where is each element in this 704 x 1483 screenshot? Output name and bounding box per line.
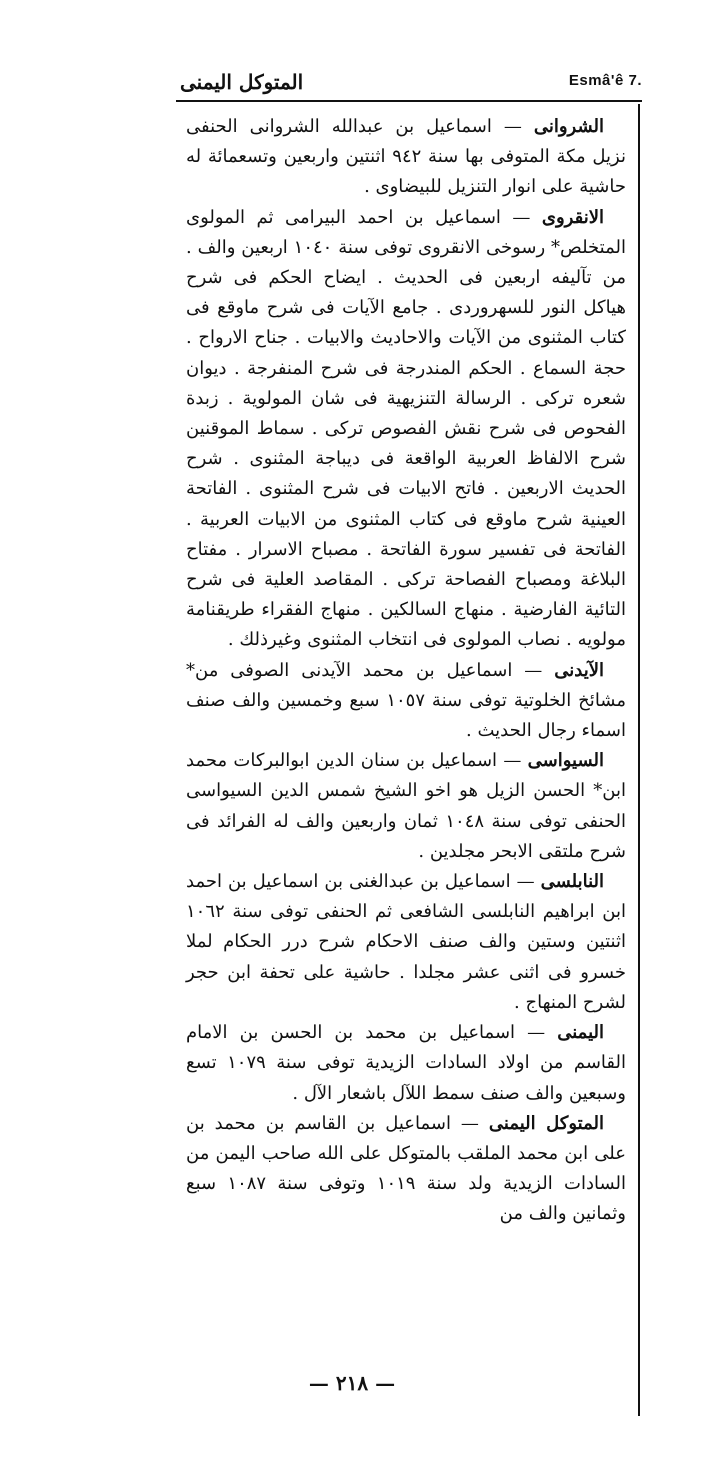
entry-text: — اسماعيل بن محمد الآيدنى الصوفى من* مشائخ الخلوتية توفى سنة ١٠٥٧ سبع وخمسين والف صنف اسماء رجال الحديث . — [186, 659, 626, 742]
entry-lemma: المتوكل اليمنى — [488, 1112, 604, 1134]
entry-lemma: النابلسى — [540, 871, 604, 893]
entry-aydini — [186, 656, 626, 747]
entry-nabulusi — [186, 867, 626, 1018]
entry-text: — اسماعيل بن القاسم بن محمد بن على ابن محمد الملقب بالمتوكل على الله صاحب اليمن من السادات الزيدية ولد سنة ١٠١٩ وتوفى سنة ١٠٨٧ سبع وثمانين والف من — [186, 1112, 626, 1225]
entries-column — [186, 112, 626, 1230]
entry-yamani — [186, 1018, 626, 1109]
header-rule — [176, 100, 642, 102]
running-header — [176, 66, 642, 100]
running-head-title: المتوكل اليمنى — [180, 70, 304, 94]
entry-lemma: الانقروى — [541, 206, 604, 228]
entry-lemma: الشروانى — [533, 116, 604, 137]
entry-anqarawi — [186, 203, 626, 656]
entry-text: — اسماعيل بن عبدالغنى بن اسماعيل بن احمد ابن ابراهيم النابلسى الشافعى ثم الحنفى توفى سنة ١٠٦٢ اثنتين وستين والف صنف الاحكام شرح درر الحكام لملا خسرو فى اثنى عشر مجلدا . حاشية على تحفة ابن حجر لشرح المنهاج . — [186, 871, 626, 1013]
entry-shirwani — [186, 112, 626, 203]
page-number: — ٢١٨ — — [308, 1371, 396, 1395]
running-head-code: Esmâ'ê 7. — [568, 72, 642, 89]
entry-lemma: الآيدنى — [554, 659, 604, 681]
entry-text: — اسماعيل بن محمد بن الحسن بن الامام القاسم من اولاد السادات الزيدية توفى سنة ١٠٧٩ تسع وسبعين والف صنف سمط اللآل باشعار الآل . — [186, 1022, 626, 1104]
entry-siwasi — [186, 746, 626, 867]
margin-rule — [638, 104, 640, 1416]
entry-text: — اسماعيل بن احمد البيرامى ثم المولوى المتخلص* رسوخى الانقروى توفى سنة ١٠٤٠ اربعين والف . من تآليفه اربعين فى الحديث . ايضاح الحكم فى شرح هياكل النور للسهروردى . جامع الآيات فى شرح ماوقع فى كتاب المثنوى من الآيات والاحاديث والابيات . جناح الارواح . حجة السماع . الحكم المندرجة فى شرح المنفرجة . ديوان شعره تركى . الرسالة التنزيهية فى شان المولوية . زبدة الفحوص فى شرح نقش الفصوص تركى . سماط الموقنين شرح الالفاظ العربية الواقعة فى ديباجة المثنوى . شرح الحديث الاربعين . فاتح الابيات فى شرح المثنوى . الفاتحة العينية شرح ماوقع فى كتاب المثنوى من الابيات العربية . الفاتحة فى تفسير سورة الفاتحة . مصباح الاسرار . مفتاح البلاغة ومصباح الفصاحة تركى . المقاصد العلية فى شرح التائية الفارضية . منهاج السالكين . منهاج الفقراء طريقنامة مولويه . نصاب المولوى فى انتخاب المثنوى وغيرذلك . — [186, 206, 626, 651]
entry-lemma: اليمنى — [557, 1022, 604, 1044]
entry-mutawakkil — [186, 1109, 626, 1230]
entry-text: — اسماعيل بن عبدالله الشروانى الحنفى نزيل مكة المتوفى بها سنة ٩٤٢ اثنتين واربعين وتسعمائة له حاشية على انوار التنزيل للبيضاوى . — [186, 116, 626, 198]
entry-lemma: السيواسى — [527, 750, 604, 772]
entry-text: — اسماعيل بن سنان الدين ابوالبركات محمد ابن* الحسن الزيل هو اخو الشيخ شمس الدين السيواسى الحنفى توفى سنة ١٠٤٨ ثمان واربعين والف له الفرائد فى شرح ملتقى الابحر مجلدين . — [186, 750, 626, 862]
